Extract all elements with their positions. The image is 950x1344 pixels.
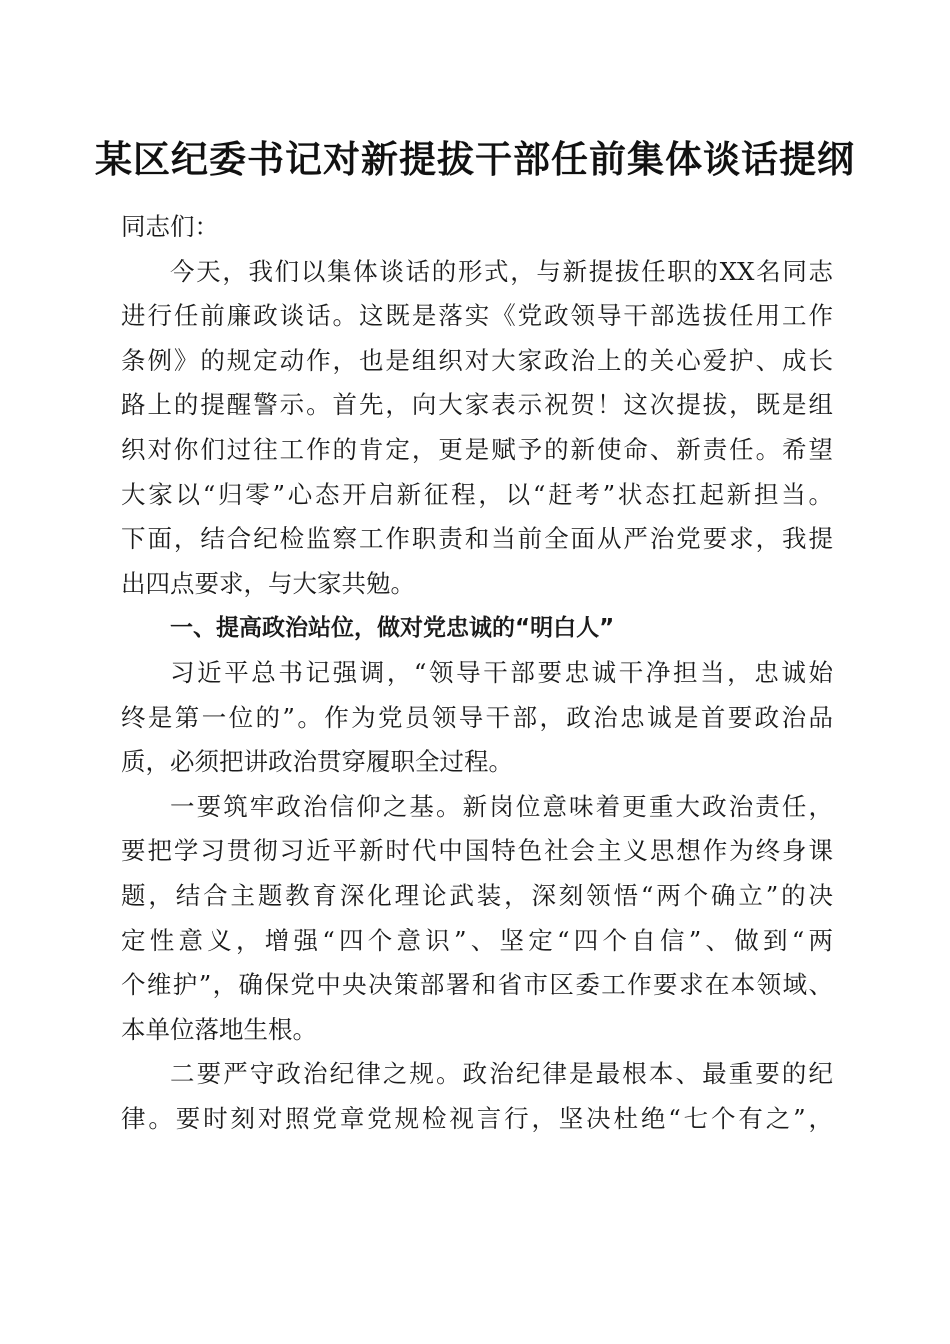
paragraph-line: 质，必须把讲政治贯穿履职全过程。 — [121, 747, 513, 777]
paragraph-line: 本单位落地生根。 — [121, 1014, 317, 1044]
salutation: 同志们： — [121, 212, 219, 241]
paragraph-line: 今天，我们以集体谈话的形式，与新提拔任职的XX名同志 — [170, 256, 833, 286]
paragraph-line: 大家以“归零”心态开启新征程，以“赶考”状态扛起新担当。 — [121, 479, 833, 509]
paragraph-line: 出四点要求，与大家共勉。 — [121, 568, 415, 598]
document-title: 某区纪委书记对新提拔干部任前集体谈话提纲 — [95, 137, 855, 181]
paragraph-line: 终是第一位的”。作为党员领导干部，政治忠诚是首要政治品 — [121, 702, 833, 732]
paragraph-line: 定性意义，增强“四个意识”、坚定“四个自信”、做到“两 — [121, 925, 833, 955]
paragraph-line: 习近平总书记强调，“领导干部要忠诚干净担当，忠诚始 — [170, 657, 833, 687]
paragraph-line: 题，结合主题教育深化理论武装，深刻领悟“两个确立”的决 — [121, 880, 833, 910]
paragraph-line: 个维护”，确保党中央决策部署和省市区委工作要求在本领域、 — [121, 970, 833, 1000]
document-body — [121, 205, 833, 1141]
paragraph-line: 下面，结合纪检监察工作职责和当前全面从严治党要求，我提 — [121, 524, 833, 554]
paragraph-line: 条例》的规定动作，也是组织对大家政治上的关心爱护、成长 — [121, 345, 833, 375]
paragraph-line: 织对你们过往工作的肯定，更是赋予的新使命、新责任。希望 — [121, 434, 833, 464]
paragraph-line: 律。要时刻对照党章党规检视言行，坚决杜绝“七个有之”， — [121, 1103, 833, 1133]
paragraph-line: 二要严守政治纪律之规。政治纪律是最根本、最重要的纪 — [170, 1059, 833, 1089]
paragraph-line: 进行任前廉政谈话。这既是落实《党政领导干部选拔任用工作 — [121, 301, 833, 331]
paragraph-line: 路上的提醒警示。首先，向大家表示祝贺！这次提拔，既是组 — [121, 390, 833, 420]
section-heading: 一、提高政治站位，做对党忠诚的“明白人” — [170, 615, 615, 642]
paragraph-line: 要把学习贯彻习近平新时代中国特色社会主义思想作为终身课 — [121, 836, 833, 866]
paragraph-line: 一要筑牢政治信仰之基。新岗位意味着更重大政治责任， — [170, 791, 833, 821]
